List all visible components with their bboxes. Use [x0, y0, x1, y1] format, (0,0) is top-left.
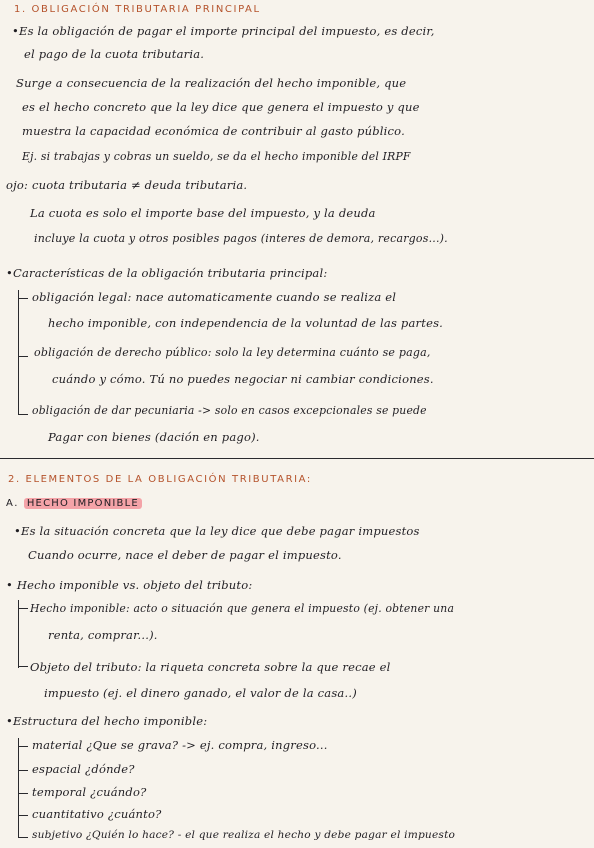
subsection-title	[6, 498, 142, 509]
section-1-title: 1. OBLIGACIÓN TRIBUTARIA PRINCIPAL	[14, 4, 261, 15]
list-item: impuesto (ej. el dinero ganado, el valor de la casa..)	[44, 686, 357, 700]
list-item: espacial ¿dónde?	[32, 762, 135, 776]
list-tick	[18, 793, 28, 794]
list-bracket	[18, 600, 19, 668]
list-tick	[18, 298, 28, 299]
ojo-body-line: La cuota es solo el importe base del impuesto, y la deuda	[30, 206, 376, 220]
list-item: cuándo y cómo. Tú no puedes negociar ni cambiar condiciones.	[52, 372, 434, 386]
subsection-highlight: HECHO IMPONIBLE	[24, 498, 142, 509]
list-tick	[18, 414, 28, 415]
list-item: hecho imponible, con independencia de la voluntad de las partes.	[48, 316, 444, 330]
example-line: Ej. si trabajas y cobras un sueldo, se da el hecho imponible del IRPF	[22, 150, 411, 163]
section-2-title: 2. ELEMENTOS DE LA OBLIGACIÓN TRIBUTARIA:	[8, 474, 312, 485]
paragraph-line: •Es la obligación de pagar el importe principal del impuesto, es decir,	[12, 24, 435, 38]
estructura-title: •Estructura del hecho imponible:	[6, 714, 208, 728]
ojo-note: ojo: cuota tributaria ≠ deuda tributaria.	[6, 178, 248, 192]
list-bracket	[18, 290, 19, 414]
list-item: obligación de dar pecuniaria -> solo en casos excepcionales se puede	[32, 404, 427, 417]
paragraph-line: el pago de la cuota tributaria.	[24, 47, 205, 61]
ojo-body-line: incluye la cuota y otros posibles pagos (interes de demora, recargos...).	[34, 232, 448, 245]
list-item: obligación legal: nace automaticamente cuando se realiza el	[32, 290, 397, 304]
list-item: material ¿Que se grava? -> ej. compra, ingreso...	[32, 738, 328, 752]
list-item: Objeto del tributo: la riqueta concreta sobre la que recae el	[30, 660, 391, 674]
list-item: cuantitativo ¿cuánto?	[32, 807, 162, 821]
paragraph-line: es el hecho concreto que la ley dice que genera el impuesto y que	[22, 100, 420, 114]
list-item: subjetivo ¿Quién lo hace? - el que realiza el hecho y debe pagar el impuesto	[32, 829, 456, 841]
paragraph-line: Surge a consecuencia de la realización del hecho imponible, que	[16, 76, 407, 90]
list-item: Pagar con bienes (dación en pago).	[48, 430, 260, 444]
list-tick	[18, 770, 28, 771]
caracteristicas-title: •Características de la obligación tributaria principal:	[6, 266, 328, 280]
list-item: temporal ¿cuándo?	[32, 785, 147, 799]
list-tick	[18, 666, 28, 667]
list-item: renta, comprar...).	[48, 628, 158, 642]
list-tick	[18, 746, 28, 747]
list-tick	[18, 815, 28, 816]
definition-line: Cuando ocurre, nace el deber de pagar el impuesto.	[28, 548, 342, 562]
list-item: obligación de derecho público: solo la ley determina cuánto se paga,	[34, 346, 431, 359]
vs-title: • Hecho imponible vs. objeto del tributo:	[6, 578, 253, 592]
list-bracket	[18, 738, 19, 838]
list-tick	[18, 837, 28, 838]
list-tick	[18, 608, 28, 609]
paragraph-line: muestra la capacidad económica de contribuir al gasto público.	[22, 124, 405, 138]
definition-line: •Es la situación concreta que la ley dice que debe pagar impuestos	[14, 524, 420, 538]
list-item: Hecho imponible: acto o situación que genera el impuesto (ej. obtener una	[30, 602, 455, 615]
subsection-prefix: A.	[6, 498, 20, 509]
section-divider	[0, 458, 594, 459]
list-tick	[18, 356, 28, 357]
